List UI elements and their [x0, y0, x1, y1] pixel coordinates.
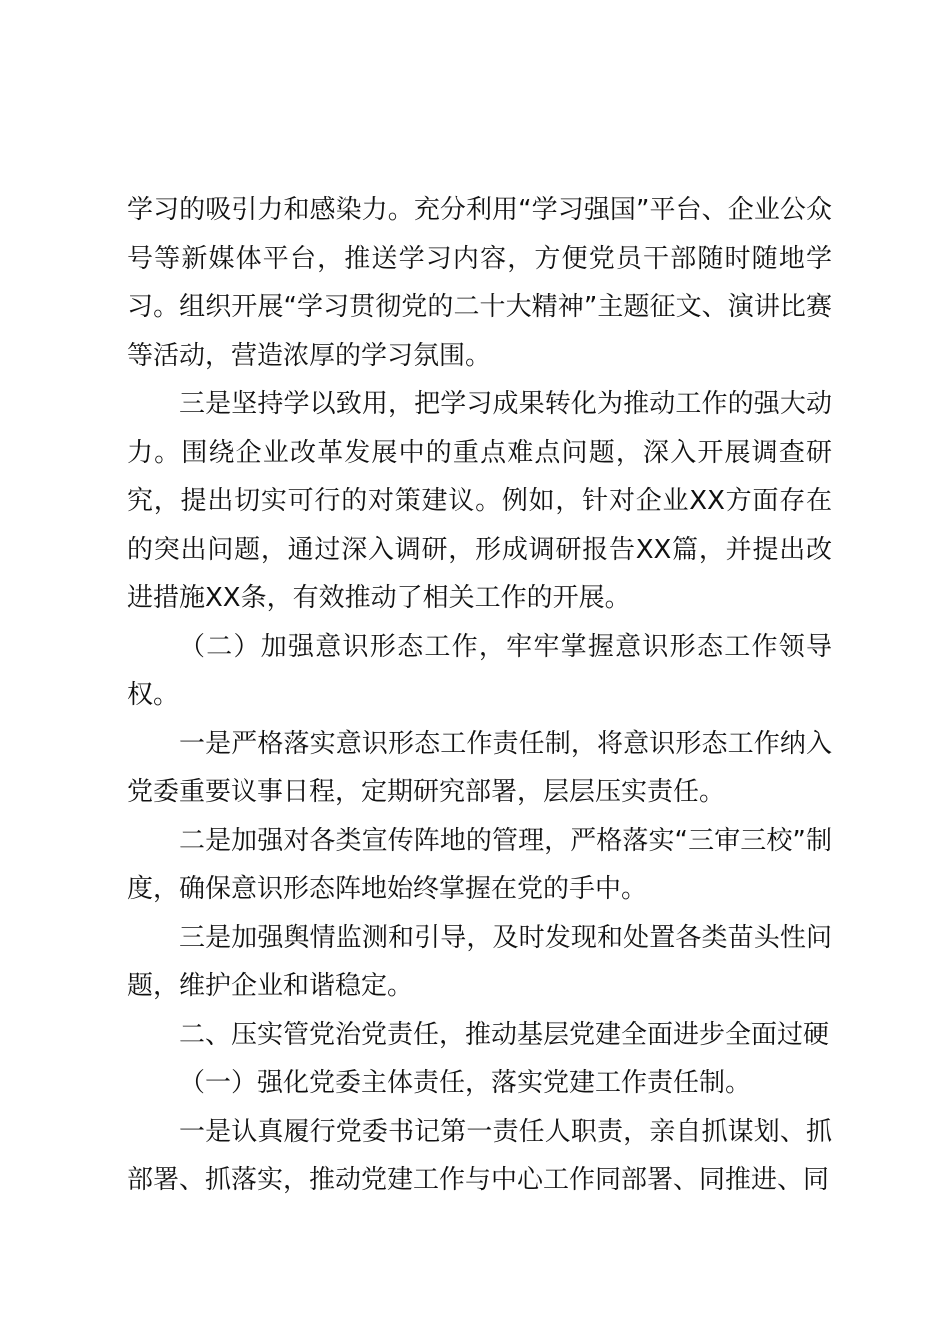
chapter-heading: 二、压实管党治党责任，推动基层党建全面进步全面过硬 [179, 1019, 830, 1050]
paragraph: 一是认真履行党委书记第一责任人职责，亲自抓谋划、抓部署、抓落实，推动党建工作与中心工作同部署、同推进、同 [127, 1116, 832, 1195]
section-heading: （二）加强意识形态工作，牢牢掌握意识形态工作领导权。 [127, 631, 832, 710]
paragraph: 一是严格落实意识形态工作责任制，将意识形态工作纳入党委重要议事日程，定期研究部署，层层压实责任。 [127, 728, 832, 807]
paragraph: 二是加强对各类宣传阵地的管理，严格落实“三审三校”制度，确保意识形态阵地始终掌握在党的手中。 [127, 825, 832, 904]
section-heading: （一）强化党委主体责任，落实党建工作责任制。 [179, 1068, 752, 1098]
document-body [127, 186, 832, 1205]
paragraph: 学习的吸引力和感染力。充分利用“学习强国”平台、企业公众号等新媒体平台，推送学习内容，方便党员干部随时随地学习。组织开展“学习贯彻党的二十大精神”主题征文、演讲比赛等活动，营造浓厚的学习氛围。 [127, 195, 832, 371]
paragraph: 三是坚持学以致用，把学习成果转化为推动工作的强大动力。围绕企业改革发展中的重点难点问题，深入开展调查研究，提出切实可行的对策建议。例如，针对企业XX方面存在的突出问题，通过深入调研，形成调研报告XX篇，并提出改进措施XX条，有效推动了相关工作的开展。 [127, 389, 832, 613]
paragraph: 三是加强舆情监测和引导，及时发现和处置各类苗头性问题，维护企业和谐稳定。 [127, 922, 832, 1001]
